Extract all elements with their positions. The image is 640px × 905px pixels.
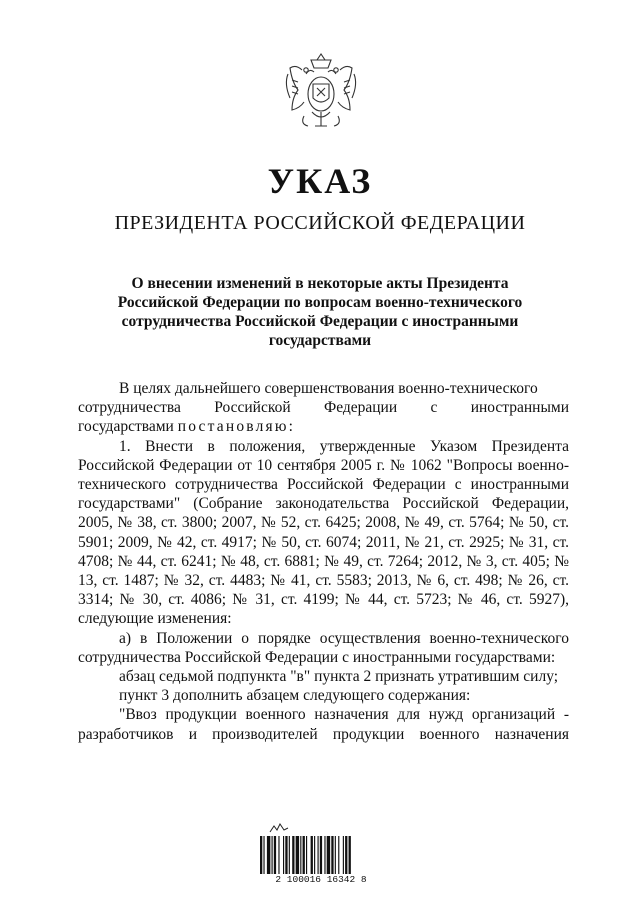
barcode-bar <box>267 836 270 874</box>
paragraph-subitem: абзац седьмой подпункта "в" пункта 2 признать утратившим силу; <box>119 668 559 686</box>
barcode-bar <box>311 836 313 874</box>
barcode-bar <box>345 836 347 874</box>
barcode-bar <box>306 836 307 874</box>
barcode-bar <box>272 836 273 874</box>
barcode-bar <box>331 836 333 874</box>
barcode-bar <box>300 836 301 874</box>
document-title: УКАЗ <box>267 161 373 201</box>
preamble-text: государствами <box>78 418 178 436</box>
paragraph-preamble-line-1: В целях дальнейшего совершенствования военно-технического <box>119 380 538 397</box>
barcode-bar <box>283 836 284 874</box>
barcode-bar <box>303 836 305 874</box>
decree-heading <box>110 274 530 350</box>
barcode-bar <box>338 836 339 874</box>
coat-of-arms-emblem <box>282 50 360 145</box>
barcode-bar <box>335 836 336 874</box>
barcode-bar <box>260 836 262 874</box>
paragraph-preamble-line-3 <box>78 417 569 436</box>
barcode-bars <box>258 836 384 874</box>
barcode-bar <box>320 836 322 874</box>
paragraph-addition: пункт 3 дополнить абзацем следующего содержания: <box>119 687 471 705</box>
heading-line: государствами <box>268 332 372 349</box>
barcode-bar <box>289 836 290 874</box>
barcode-bar <box>318 836 319 874</box>
resolve-word: постановляю: <box>177 418 296 436</box>
barcode-bar <box>285 836 287 874</box>
barcode-bar <box>327 836 330 874</box>
paragraph-item-a: а) в Положении о порядке осуществления военно-технического сотрудничества Российской Федерации с иностранными государствами: <box>78 629 569 666</box>
heading-line: О внесении изменений в некоторые акты Президента <box>131 275 509 292</box>
barcode-number: 2 100016 16342 8 <box>275 874 367 885</box>
paragraph-preamble-line-2: сотрудничества Российской Федерации с иностранными <box>78 399 569 417</box>
document-subtitle: ПРЕЗИДЕНТА РОССИЙСКОЙ ФЕДЕРАЦИИ <box>114 212 526 234</box>
decree-body <box>78 379 569 744</box>
barcode-bar <box>349 836 351 874</box>
paragraph-quote: "Ввоз продукции военного назначения для нужд организаций - разработчиков и производителей продукции военного назначения <box>78 706 569 743</box>
heading-line: сотрудничества Российской Федерации с иностранными <box>121 313 519 330</box>
paragraph-item-1: 1. Внести в положения, утвержденные Указом Президента Российской Федерации от 10 сентября 2005 г. № 1062 "Вопросы военно-технического сотрудничества Российской Федерации с иностранными государствами" (Собрание законодательства Российской Федерации, 2005, № 38, ст. 3800; 2007, № 52, ст. 6425; 2008, № 49, ст. 5764; № 50, ст. 5901; 2009, № 42, ст. 4917; № 50, ст. 6074; 2011, № 21, ст. 2925; № 31, ст. 4708; № 44, ст. 6241; № 48, ст. 6881; № 49, ст. 7264; 2012, № 3, ст. 405; № 13, ст. 1487; № 32, ст. 4483; № 41, ст. 5583; 2013, № 6, ст. 498; № 26, ст. 3314; № 30, ст. 4086; № 31, ст. 4199; № 44, ст. 5723; № 46, ст. 5927), следующие изменения: <box>78 437 569 628</box>
barcode-bar <box>343 836 344 874</box>
barcode-bar <box>292 836 294 874</box>
barcode-bar <box>274 836 276 874</box>
barcode-bar <box>278 836 279 874</box>
barcode <box>258 822 384 888</box>
barcode-bar <box>263 836 264 874</box>
barcode-bar <box>314 836 315 874</box>
heading-line: Российской Федерации по вопросам военно-технического <box>117 294 523 311</box>
barcode-bar <box>324 836 325 874</box>
barcode-bar <box>296 836 299 874</box>
